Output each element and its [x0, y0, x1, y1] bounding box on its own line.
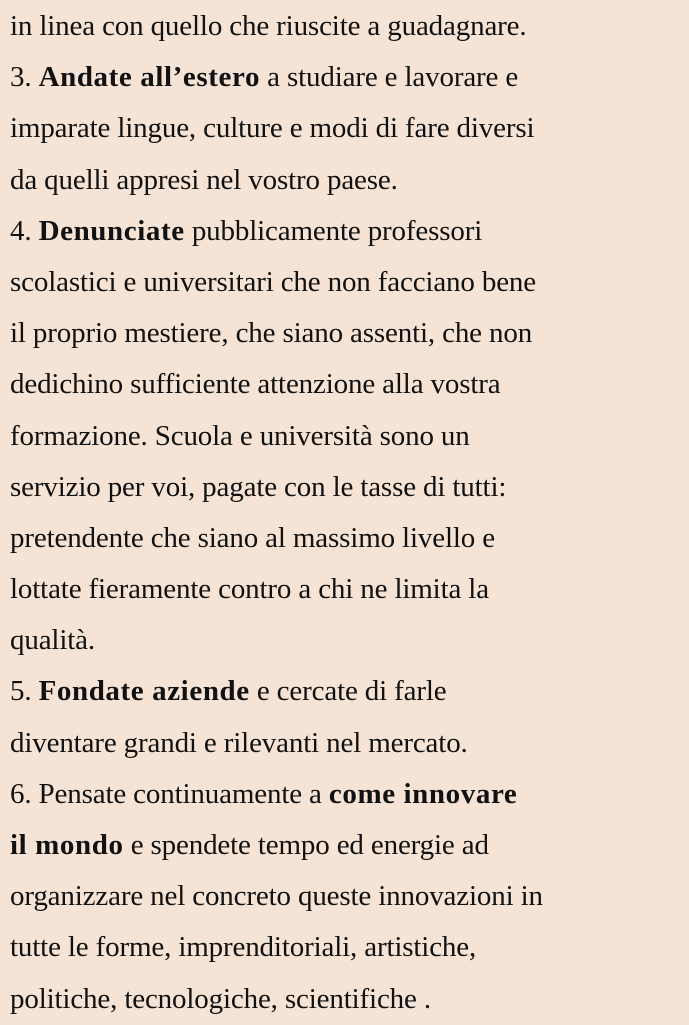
- text-line: [10, 974, 689, 1025]
- text-line: [10, 666, 689, 717]
- text-segment: in linea con quello che riuscite a guadagnare.: [10, 10, 527, 42]
- text-segment: a studiare e lavorare e: [260, 61, 519, 94]
- text-segment: 4.: [10, 214, 39, 247]
- text-line: [10, 1, 689, 52]
- text-line: [10, 513, 689, 564]
- text-line: [10, 615, 689, 666]
- text-line: [10, 564, 689, 615]
- text-segment: politiche, tecnologiche, scientifiche .: [10, 982, 431, 1015]
- emphasized-text: Fondate aziende: [38, 675, 250, 708]
- text-segment: imparate lingue, culture e modi di fare diversi: [10, 112, 535, 145]
- text-segment: diventare grandi e rilevanti nel mercato.: [10, 726, 468, 759]
- emphasized-text: Denunciate: [38, 214, 185, 247]
- emphasized-text: Andate all’estero: [38, 61, 261, 94]
- text-segment: 6. Pensate continuamente a: [10, 777, 329, 810]
- emphasized-text: come innovare: [328, 777, 518, 810]
- text-segment: il proprio mestiere, che siano assenti, che non: [10, 317, 533, 350]
- text-line: [10, 411, 689, 462]
- text-segment: qualità.: [10, 624, 95, 657]
- text-body: [10, 1, 689, 1025]
- text-line: [10, 718, 689, 769]
- text-segment: dedichino sufficiente attenzione alla vostra: [10, 368, 501, 401]
- text-line: [10, 308, 689, 359]
- text-line: [10, 155, 689, 206]
- text-segment: tutte le forme, imprenditoriali, artistiche,: [10, 931, 477, 964]
- text-segment: 3.: [10, 61, 39, 94]
- text-segment: pretendente che siano al massimo livello e: [10, 521, 495, 554]
- text-line: [10, 52, 689, 103]
- text-segment: organizzare nel concreto queste innovazioni in: [10, 880, 543, 913]
- text-segment: da quelli appresi nel vostro paese.: [10, 163, 398, 196]
- text-segment: pubblicamente professori: [184, 214, 483, 247]
- text-line: [10, 922, 689, 973]
- text-segment: servizio per voi, pagate con le tasse di tutti:: [10, 470, 507, 503]
- text-line: [10, 257, 689, 308]
- text-line: [10, 103, 689, 154]
- text-segment: 5.: [10, 675, 39, 708]
- text-segment: e cercate di farle: [249, 675, 447, 708]
- text-segment: scolastici e universitari che non facciano bene: [10, 265, 536, 298]
- text-line: [10, 820, 689, 871]
- text-segment: formazione. Scuola e università sono un: [10, 419, 470, 452]
- text-line: [10, 359, 689, 410]
- text-segment: lottate fieramente contro a chi ne limita la: [10, 573, 489, 606]
- text-line: [10, 462, 689, 513]
- text-line: [10, 871, 689, 922]
- text-line: [10, 206, 689, 257]
- text-line: [10, 769, 689, 820]
- emphasized-text: il mondo: [10, 829, 124, 861]
- text-segment: e spendete tempo ed energie ad: [123, 829, 489, 861]
